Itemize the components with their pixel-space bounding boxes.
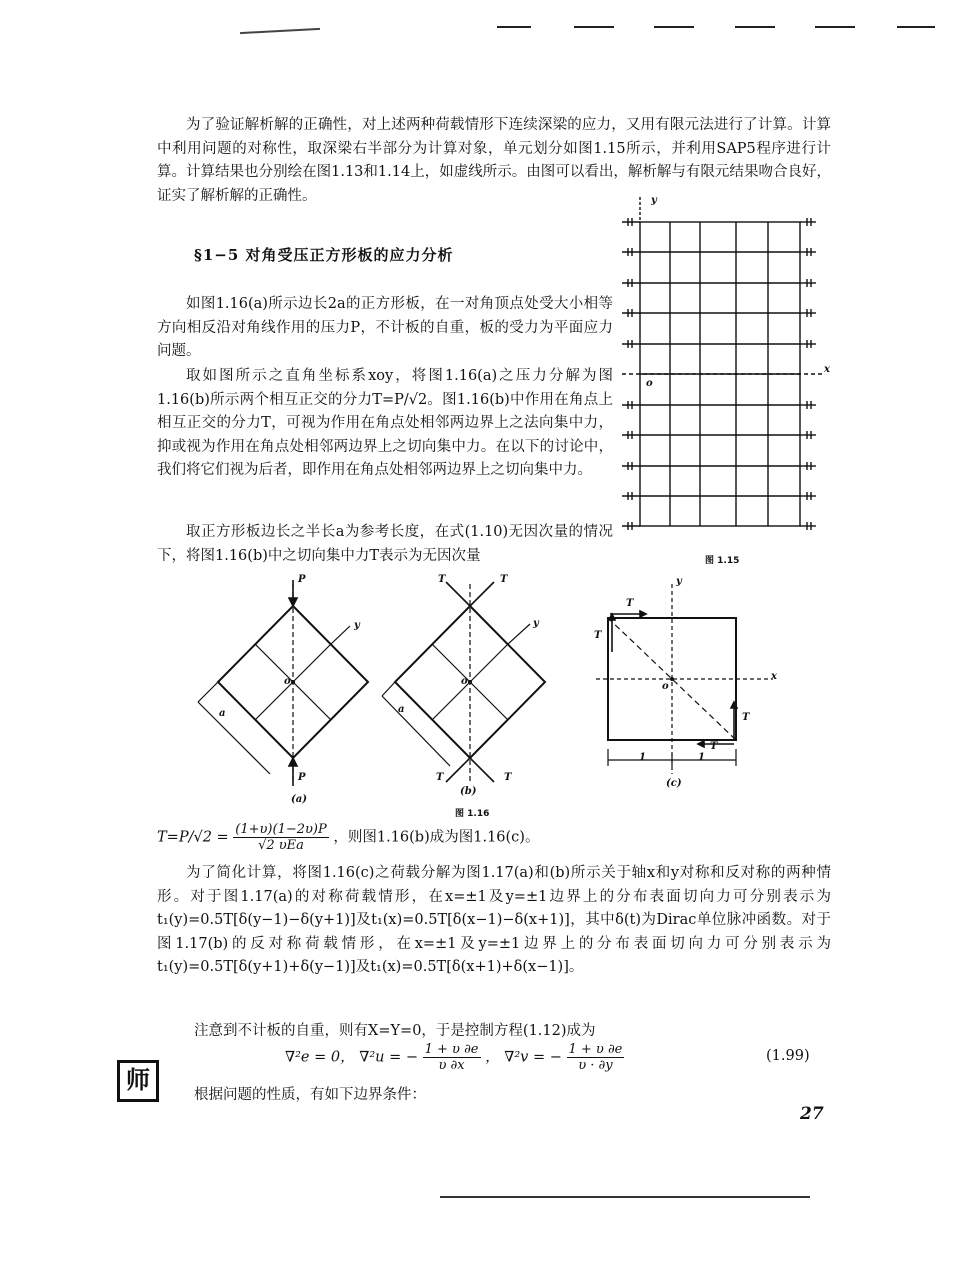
- fig116a-origin: o: [284, 676, 291, 687]
- equation-199-den1: υ ∂x: [438, 1058, 465, 1073]
- equation-T-numerator: (1+υ)(1−2υ)P: [235, 822, 327, 837]
- fig116c-origin: o: [662, 681, 669, 692]
- paragraph-coordinates: 取如图所示之直角坐标系xoy，将图1.16(a)之压力分解为图1.16(b)所示两个相互正交的分力T=P/√2。图1.16(b)中作用在角点上相互正交的分力T，可视为作用在角点处相邻两边界上之法向集中力，抑或视为作用在角点处相邻两边界上之切向集中力。在以下的讨论中，我们将它们视为后者，即作用在角点处相邻两边界上之切向集中力。: [157, 368, 613, 479]
- fig115-x-label: x: [824, 364, 830, 375]
- paragraph-verification: 为了验证解析解的正确性，对上述两种荷载情形下连续深梁的应力，又用有限元法进行了计算。计算中利用问题的对称性，取深梁右半部分为计算对象，单元划分如图1.15所示，并利用SAP5程序进行计算。计算结果也分别绘在图1.13和1.14上，如虚线所示。由图可以看出，解析解与有限元结果吻合良好，证实了解析解的正确性。: [157, 117, 831, 204]
- equation-199-den2: υ · ∂y: [578, 1058, 613, 1073]
- library-stamp: 师: [117, 1060, 159, 1102]
- fig116b-T-topright: T: [500, 574, 508, 585]
- fig116c-x-label: x: [771, 671, 777, 682]
- fig116b-T-topleft: T: [438, 574, 446, 585]
- fig116b-sub: (b): [460, 786, 477, 797]
- page-number: 27: [800, 1104, 824, 1124]
- fig116b-a-label: a: [398, 704, 405, 715]
- fig116b-y-label: y: [533, 618, 539, 629]
- equation-199-num2: 1 + υ ∂e: [568, 1042, 623, 1057]
- equation-199-part1: ∇²e = 0， ∇²u = −: [285, 1049, 419, 1066]
- equation-199-fraction2: [567, 1042, 625, 1073]
- fig115-caption: 图 1.15: [705, 556, 740, 566]
- paragraph-boundary-conditions: 根据问题的性质，有如下边界条件：: [194, 1087, 426, 1103]
- fig116c-T-top: T: [626, 598, 634, 609]
- equation-1-99: [285, 1042, 624, 1073]
- header-rule-4: [735, 26, 775, 28]
- equation-199-fraction1: [423, 1042, 481, 1073]
- fig116c-dim-left: 1: [639, 752, 646, 763]
- paragraph-decomposition: 为了简化计算，将图1.16(c)之荷载分解为图1.17(a)和(b)所示关于轴x和y对称和反对称的两种情形。对于图1.17(a)的对称荷载情形，在x=±1及y=±1边界上的分布表面切向力可分别表示为t₁(y)=0.5T[δ(y−1)−δ(y+1)]及t₁(x)=0.5T[δ(x−1)−δ(x+1)]，其中δ(t)为Dirac单位脉冲函数。对于图1.17(b)的反对称荷载情形，在x=±1及y=±1边界上的分布表面切向力可分别表示为t₁(y)=0.5T[δ(y+1)+δ(y−1)]及t₁(x)=0.5T[δ(x+1)+δ(x−1)]。: [157, 865, 831, 976]
- header-rule-3: [654, 26, 694, 28]
- fig116a-y-label: y: [354, 620, 360, 631]
- fig116c-dim-right: 1: [698, 752, 705, 763]
- header-rule-6: [897, 26, 935, 28]
- fig116c-sub: (c): [666, 778, 682, 789]
- fig116c-y-label: y: [676, 576, 682, 587]
- equation-1-99-number: (1.99): [766, 1048, 810, 1064]
- section-heading: §1−5 对角受压正方形板的应力分析: [194, 246, 454, 264]
- fig116b-T-bottomright: T: [504, 772, 512, 783]
- header-rule-2: [574, 26, 614, 28]
- fig116a-sub: (a): [291, 794, 307, 805]
- header-rule-5: [815, 26, 855, 28]
- equation-199-part2: ， ∇²v = −: [485, 1049, 562, 1066]
- paragraph-governing-intro: 注意到不计板的自重，则有X=Y=0，于是控制方程(1.12)成为: [194, 1023, 596, 1039]
- scan-mark: [240, 28, 320, 34]
- fig115-origin-label: o: [646, 378, 653, 389]
- fig116c-T-right: T: [742, 712, 750, 723]
- figure-1-16a: [190, 574, 400, 804]
- equation-T-fraction: [233, 822, 328, 853]
- fig116b-T-bottomleft: T: [436, 772, 444, 783]
- equation-T: [157, 822, 539, 853]
- fig116c-T-bottom: T: [710, 741, 718, 752]
- fig116b-origin: o: [461, 676, 468, 687]
- fig116a-P-bottom: P: [298, 772, 306, 783]
- equation-T-denominator: √2 υEa: [258, 838, 304, 853]
- fig116c-T-left: T: [594, 630, 602, 641]
- fig116a-P-top: P: [298, 574, 306, 585]
- figure-1-16c: [588, 574, 788, 784]
- paragraph-dimensionless: 取正方形板边长之半长a为参考长度，在式(1.10)无因次量的情况下，将图1.16(b)中之切向集中力T表示为无因次量: [157, 524, 613, 564]
- equation-T-tail: ，则图1.16(b)成为图1.16(c)。: [333, 829, 540, 846]
- figure-1-15-mesh: [612, 192, 832, 537]
- equation-199-num1: 1 + υ ∂e: [424, 1042, 479, 1057]
- figure-1-16b: [380, 574, 580, 804]
- fig116-caption: 图 1.16: [455, 809, 490, 819]
- fig116a-a-label: a: [219, 708, 226, 719]
- fig115-y-label: y: [651, 195, 657, 206]
- header-rule-1: [497, 26, 531, 28]
- paragraph-square-plate: 如图1.16(a)所示边长2a的正方形板，在一对角顶点处受大小相等方向相反沿对角线作用的压力P，不计板的自重，板的受力为平面应力问题。: [157, 296, 613, 360]
- footer-rule: [440, 1196, 810, 1198]
- equation-T-lhs: T=P/√2 =: [157, 829, 229, 846]
